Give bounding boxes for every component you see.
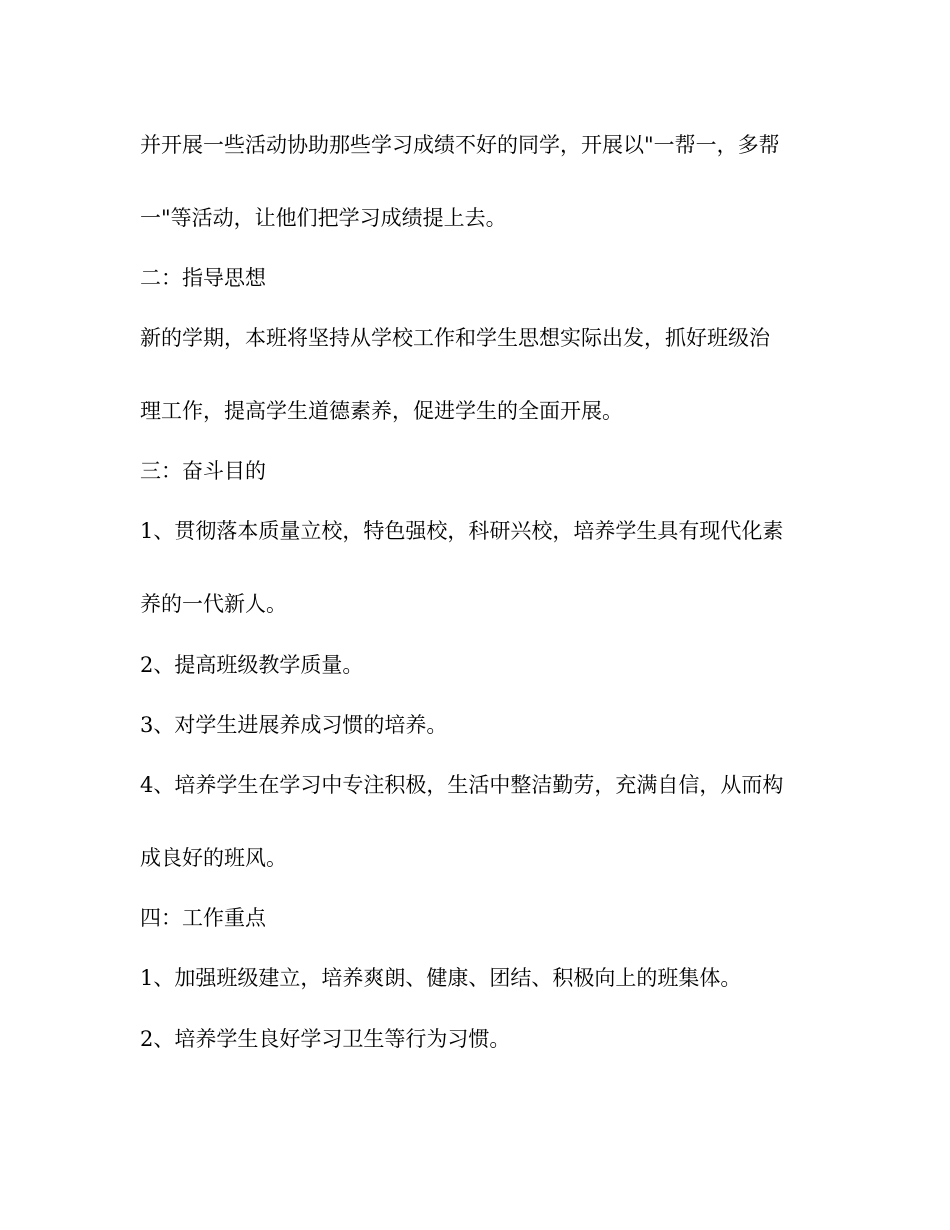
list-item-line: 2、培养学生良好学习卫生等行为习惯。 xyxy=(140,1027,511,1051)
list-item-line: 1、贯彻落本质量立校，特色强校，科研兴校，培养学生具有现代化素 xyxy=(140,519,784,543)
list-item-line: 成良好的班风。 xyxy=(140,846,287,870)
paragraph-line: 一"等活动，让他们把学习成绩提上去。 xyxy=(140,206,507,230)
paragraph-line: 理工作，提高学生道德素养，促进学生的全面开展。 xyxy=(140,399,623,423)
list-item-line: 1、加强班级建立，培养爽朗、健康、团结、积极向上的班集体。 xyxy=(140,966,742,990)
list-item-line: 4、培养学生在学习中专注积极，生活中整洁勤劳，充满自信，从而构 xyxy=(140,773,784,797)
list-item-line: 2、提高班级教学质量。 xyxy=(140,653,364,677)
section-heading-goals: 三：奋斗目的 xyxy=(140,459,266,483)
paragraph-line: 并开展一些活动协助那些学习成绩不好的同学，开展以"一帮一，多帮 xyxy=(140,133,780,157)
list-item-line: 养的一代新人。 xyxy=(140,592,287,616)
section-heading-guiding-thought: 二：指导思想 xyxy=(140,266,266,290)
paragraph-line: 新的学期，本班将坚持从学校工作和学生思想实际出发，抓好班级治 xyxy=(140,326,770,350)
section-heading-work-focus: 四：工作重点 xyxy=(140,906,266,930)
list-item-line: 3、对学生进展养成习惯的培养。 xyxy=(140,713,448,737)
